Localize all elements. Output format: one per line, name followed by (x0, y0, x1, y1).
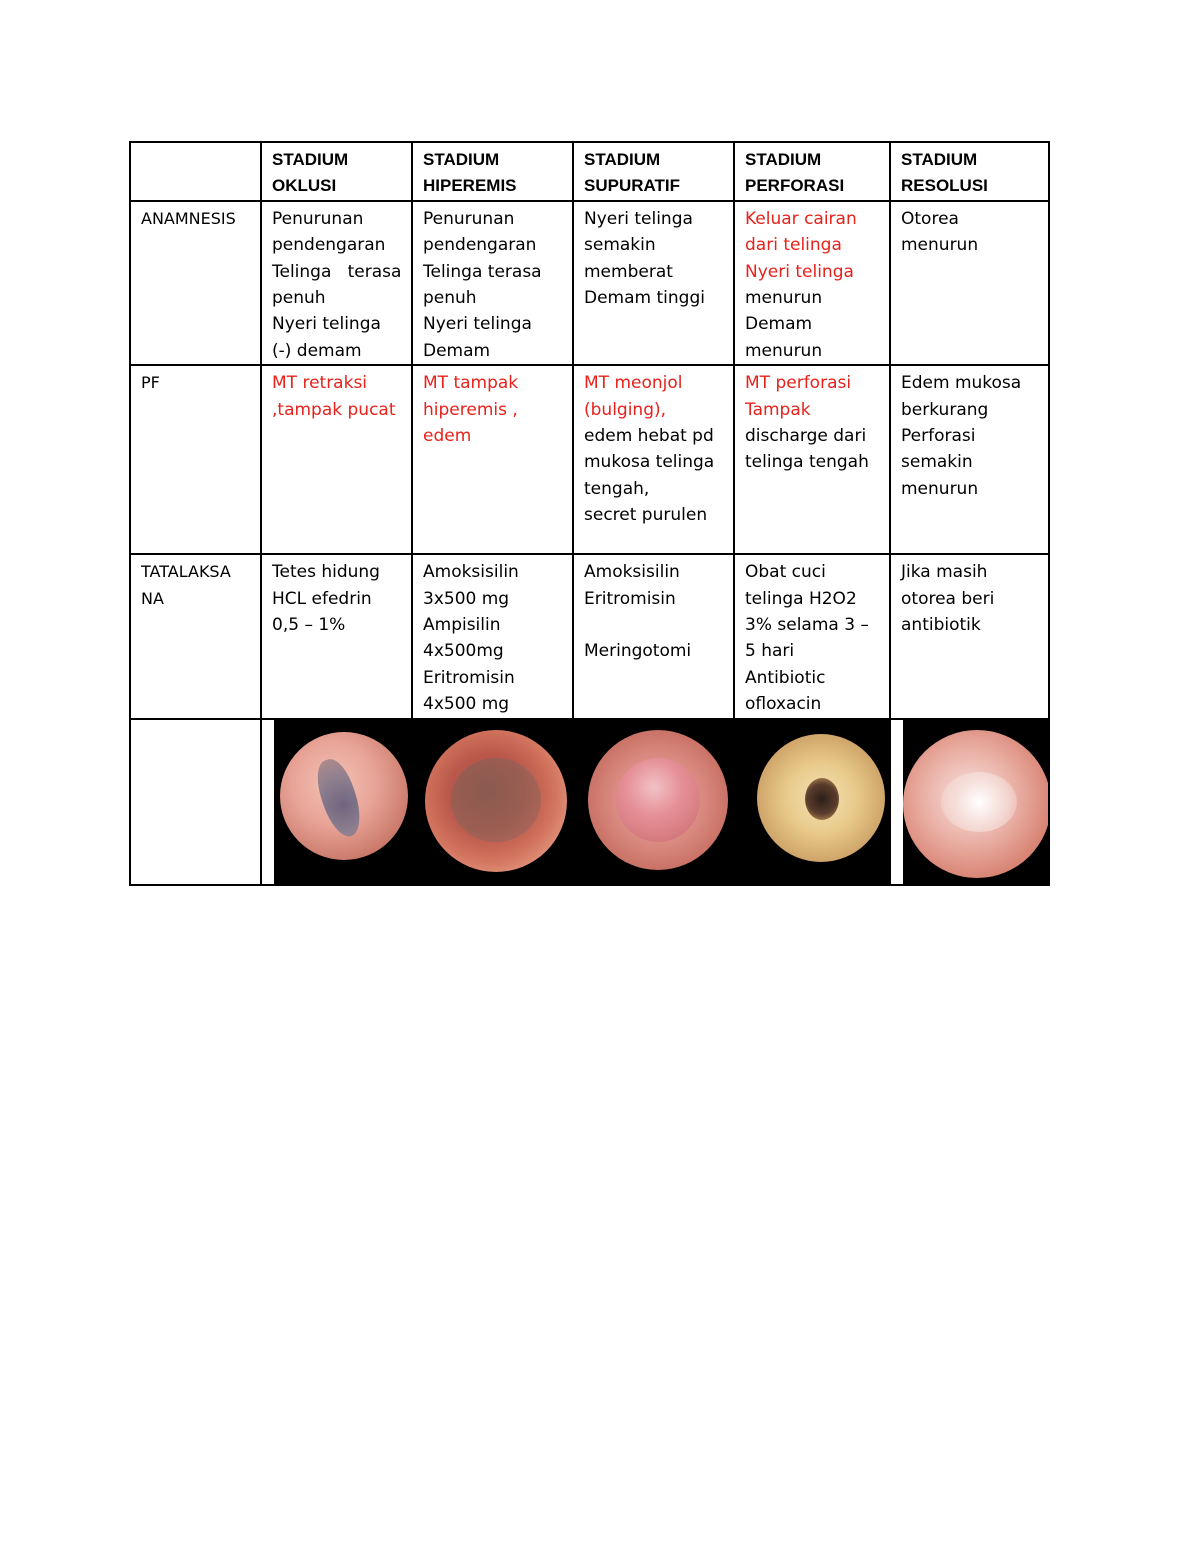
cell-line: Ampisilin (423, 615, 501, 636)
cell-line: Penurunan (423, 208, 515, 229)
pf-perforasi (734, 365, 890, 554)
pf-supuratif (573, 365, 734, 554)
image-cell-resolusi (890, 719, 1049, 885)
header-line: HIPEREMIS (423, 176, 517, 196)
cell-line: penuh (272, 288, 326, 309)
image-cell-hiperemis (412, 719, 573, 885)
cell-line: semakin (901, 452, 973, 473)
row-label-pf (130, 365, 261, 554)
cell-line-highlight: ,tampak pucat (272, 399, 396, 420)
cell-line: menurun (901, 478, 979, 499)
anamnesis-resolusi (890, 201, 1049, 365)
cell-line: tengah, (584, 478, 650, 499)
tatalaksana-supuratif (573, 554, 734, 718)
otoscope-photo-supuratif (574, 720, 733, 884)
cell-line-highlight: Nyeri telinga (745, 261, 854, 282)
header-line: STADIUM (272, 150, 349, 169)
eardrum-image (425, 730, 567, 872)
anamnesis-hiperemis (412, 201, 573, 365)
cell-line: Demam tinggi (584, 288, 705, 309)
header-line: STADIUM (745, 150, 822, 169)
corner-cell (130, 142, 261, 201)
cell-line: edem hebat pd (584, 426, 714, 447)
cell-line: berkurang (901, 399, 989, 420)
cell-line-highlight: MT tampak (423, 373, 519, 394)
row-label-tatalaksana (130, 554, 261, 718)
pf-row (130, 365, 1049, 554)
cell-line: 5 hari (745, 641, 795, 662)
anamnesis-oklusi (261, 201, 412, 365)
cell-line: Antibiotic (745, 667, 826, 688)
eardrum-image (280, 732, 408, 860)
cell-line: menurun (745, 340, 823, 361)
cell-line: Amoksisilin (423, 562, 519, 583)
cell-line: Obat cuci (745, 562, 826, 583)
pf-resolusi (890, 365, 1049, 554)
image-cell-oklusi (261, 719, 412, 885)
otoscope-photo-oklusi (262, 720, 411, 884)
cell-line: telinga tengah (745, 452, 869, 473)
anamnesis-row (130, 201, 1049, 365)
row-label-text: PF (141, 373, 160, 393)
cell-line: Meringotomi (584, 641, 692, 662)
cell-line: Jika masih (901, 562, 988, 583)
cell-line: Eritromisin (423, 667, 515, 688)
anamnesis-supuratif (573, 201, 734, 365)
cell-line-highlight: dari telinga (745, 235, 842, 256)
header-oklusi (261, 142, 412, 201)
header-perforasi (734, 142, 890, 201)
cell-line: semakin (584, 235, 656, 256)
cell-line: 0,5 – 1% (272, 615, 346, 636)
pf-hiperemis (412, 365, 573, 554)
tatalaksana-oklusi (261, 554, 412, 718)
row-label-anamnesis (130, 201, 261, 365)
tatalaksana-row (130, 554, 1049, 718)
header-line: STADIUM (901, 150, 978, 169)
header-line: OKLUSI (272, 176, 337, 196)
cell-line: (-) demam (272, 340, 362, 361)
row-label-text: TATALAKSA (141, 562, 231, 582)
cell-line: antibiotik (901, 615, 981, 636)
cell-line: telinga H2O2 (745, 588, 857, 609)
cell-line: Otorea (901, 208, 959, 229)
cell-line: menurun (901, 235, 979, 256)
header-line: SUPURATIF (584, 176, 681, 196)
cell-line: Nyeri telinga (272, 314, 381, 335)
image-cell-perforasi (734, 719, 890, 885)
cell-line: penuh (423, 288, 477, 309)
header-row (130, 142, 1049, 201)
cell-line-highlight: Keluar cairan (745, 208, 857, 229)
otoscope-photo-perforasi (735, 720, 889, 884)
cell-line: Tetes hidung (272, 562, 380, 583)
eardrum-image (588, 730, 728, 870)
cell-line: 4x500 mg (423, 694, 510, 715)
cell-line-highlight: MT perforasi (745, 373, 852, 394)
row-label-text: ANAMNESIS (141, 208, 236, 228)
cell-line: pendengaran (423, 235, 537, 256)
image-row-label (130, 719, 261, 885)
cell-line: Telinga terasa (423, 261, 542, 282)
eardrum-image (757, 734, 885, 862)
image-cell-supuratif (573, 719, 734, 885)
blank-line (584, 612, 727, 638)
cell-line-highlight: (bulging), (584, 399, 667, 420)
cell-line: Amoksisilin (584, 562, 680, 583)
eardrum-image (903, 730, 1049, 878)
cell-line: otorea beri (901, 588, 995, 609)
image-row (130, 719, 1049, 885)
tatalaksana-hiperemis (412, 554, 573, 718)
anamnesis-perforasi (734, 201, 890, 365)
otoscope-photo-hiperemis (413, 720, 572, 884)
header-resolusi (890, 142, 1049, 201)
cell-line: 3% selama 3 – (745, 615, 869, 636)
cell-line: secret purulen (584, 505, 708, 526)
cell-line-highlight: hiperemis , (423, 399, 518, 420)
tatalaksana-resolusi (890, 554, 1049, 718)
cell-line: Penurunan (272, 208, 364, 229)
cell-line-highlight: MT retraksi (272, 373, 368, 394)
cell-line: Demam (745, 314, 813, 335)
cell-line: discharge dari (745, 426, 867, 447)
cell-line: 4x500mg (423, 641, 504, 662)
pf-oklusi (261, 365, 412, 554)
header-supuratif (573, 142, 734, 201)
cell-line: Eritromisin (584, 588, 676, 609)
cell-line-highlight: edem (423, 426, 472, 447)
cell-line: Demam (423, 340, 491, 361)
otoscope-photo-resolusi (891, 720, 1048, 884)
row-label-text: NA (141, 588, 164, 608)
header-line: PERFORASI (745, 176, 845, 196)
header-line: RESOLUSI (901, 176, 988, 196)
cell-line: mukosa telinga (584, 452, 715, 473)
cell-line: HCL efedrin (272, 588, 372, 609)
header-line: STADIUM (584, 150, 661, 169)
cell-line: Perforasi (901, 426, 976, 447)
cell-line: ofloxacin (745, 694, 822, 715)
header-line: STADIUM (423, 150, 500, 169)
cell-line: Telinga terasa (272, 261, 402, 282)
cell-line: Nyeri telinga (584, 208, 693, 229)
cell-line-highlight: Tampak (745, 399, 811, 420)
otitis-media-stages-table (129, 141, 1050, 886)
tatalaksana-perforasi (734, 554, 890, 718)
cell-line: memberat (584, 261, 673, 282)
cell-line: pendengaran (272, 235, 386, 256)
cell-line-highlight: MT meonjol (584, 373, 683, 394)
cell-line: menurun (745, 288, 823, 309)
cell-line: Edem mukosa (901, 373, 1022, 394)
cell-line: Nyeri telinga (423, 314, 532, 335)
cell-line: 3x500 mg (423, 588, 510, 609)
header-hiperemis (412, 142, 573, 201)
